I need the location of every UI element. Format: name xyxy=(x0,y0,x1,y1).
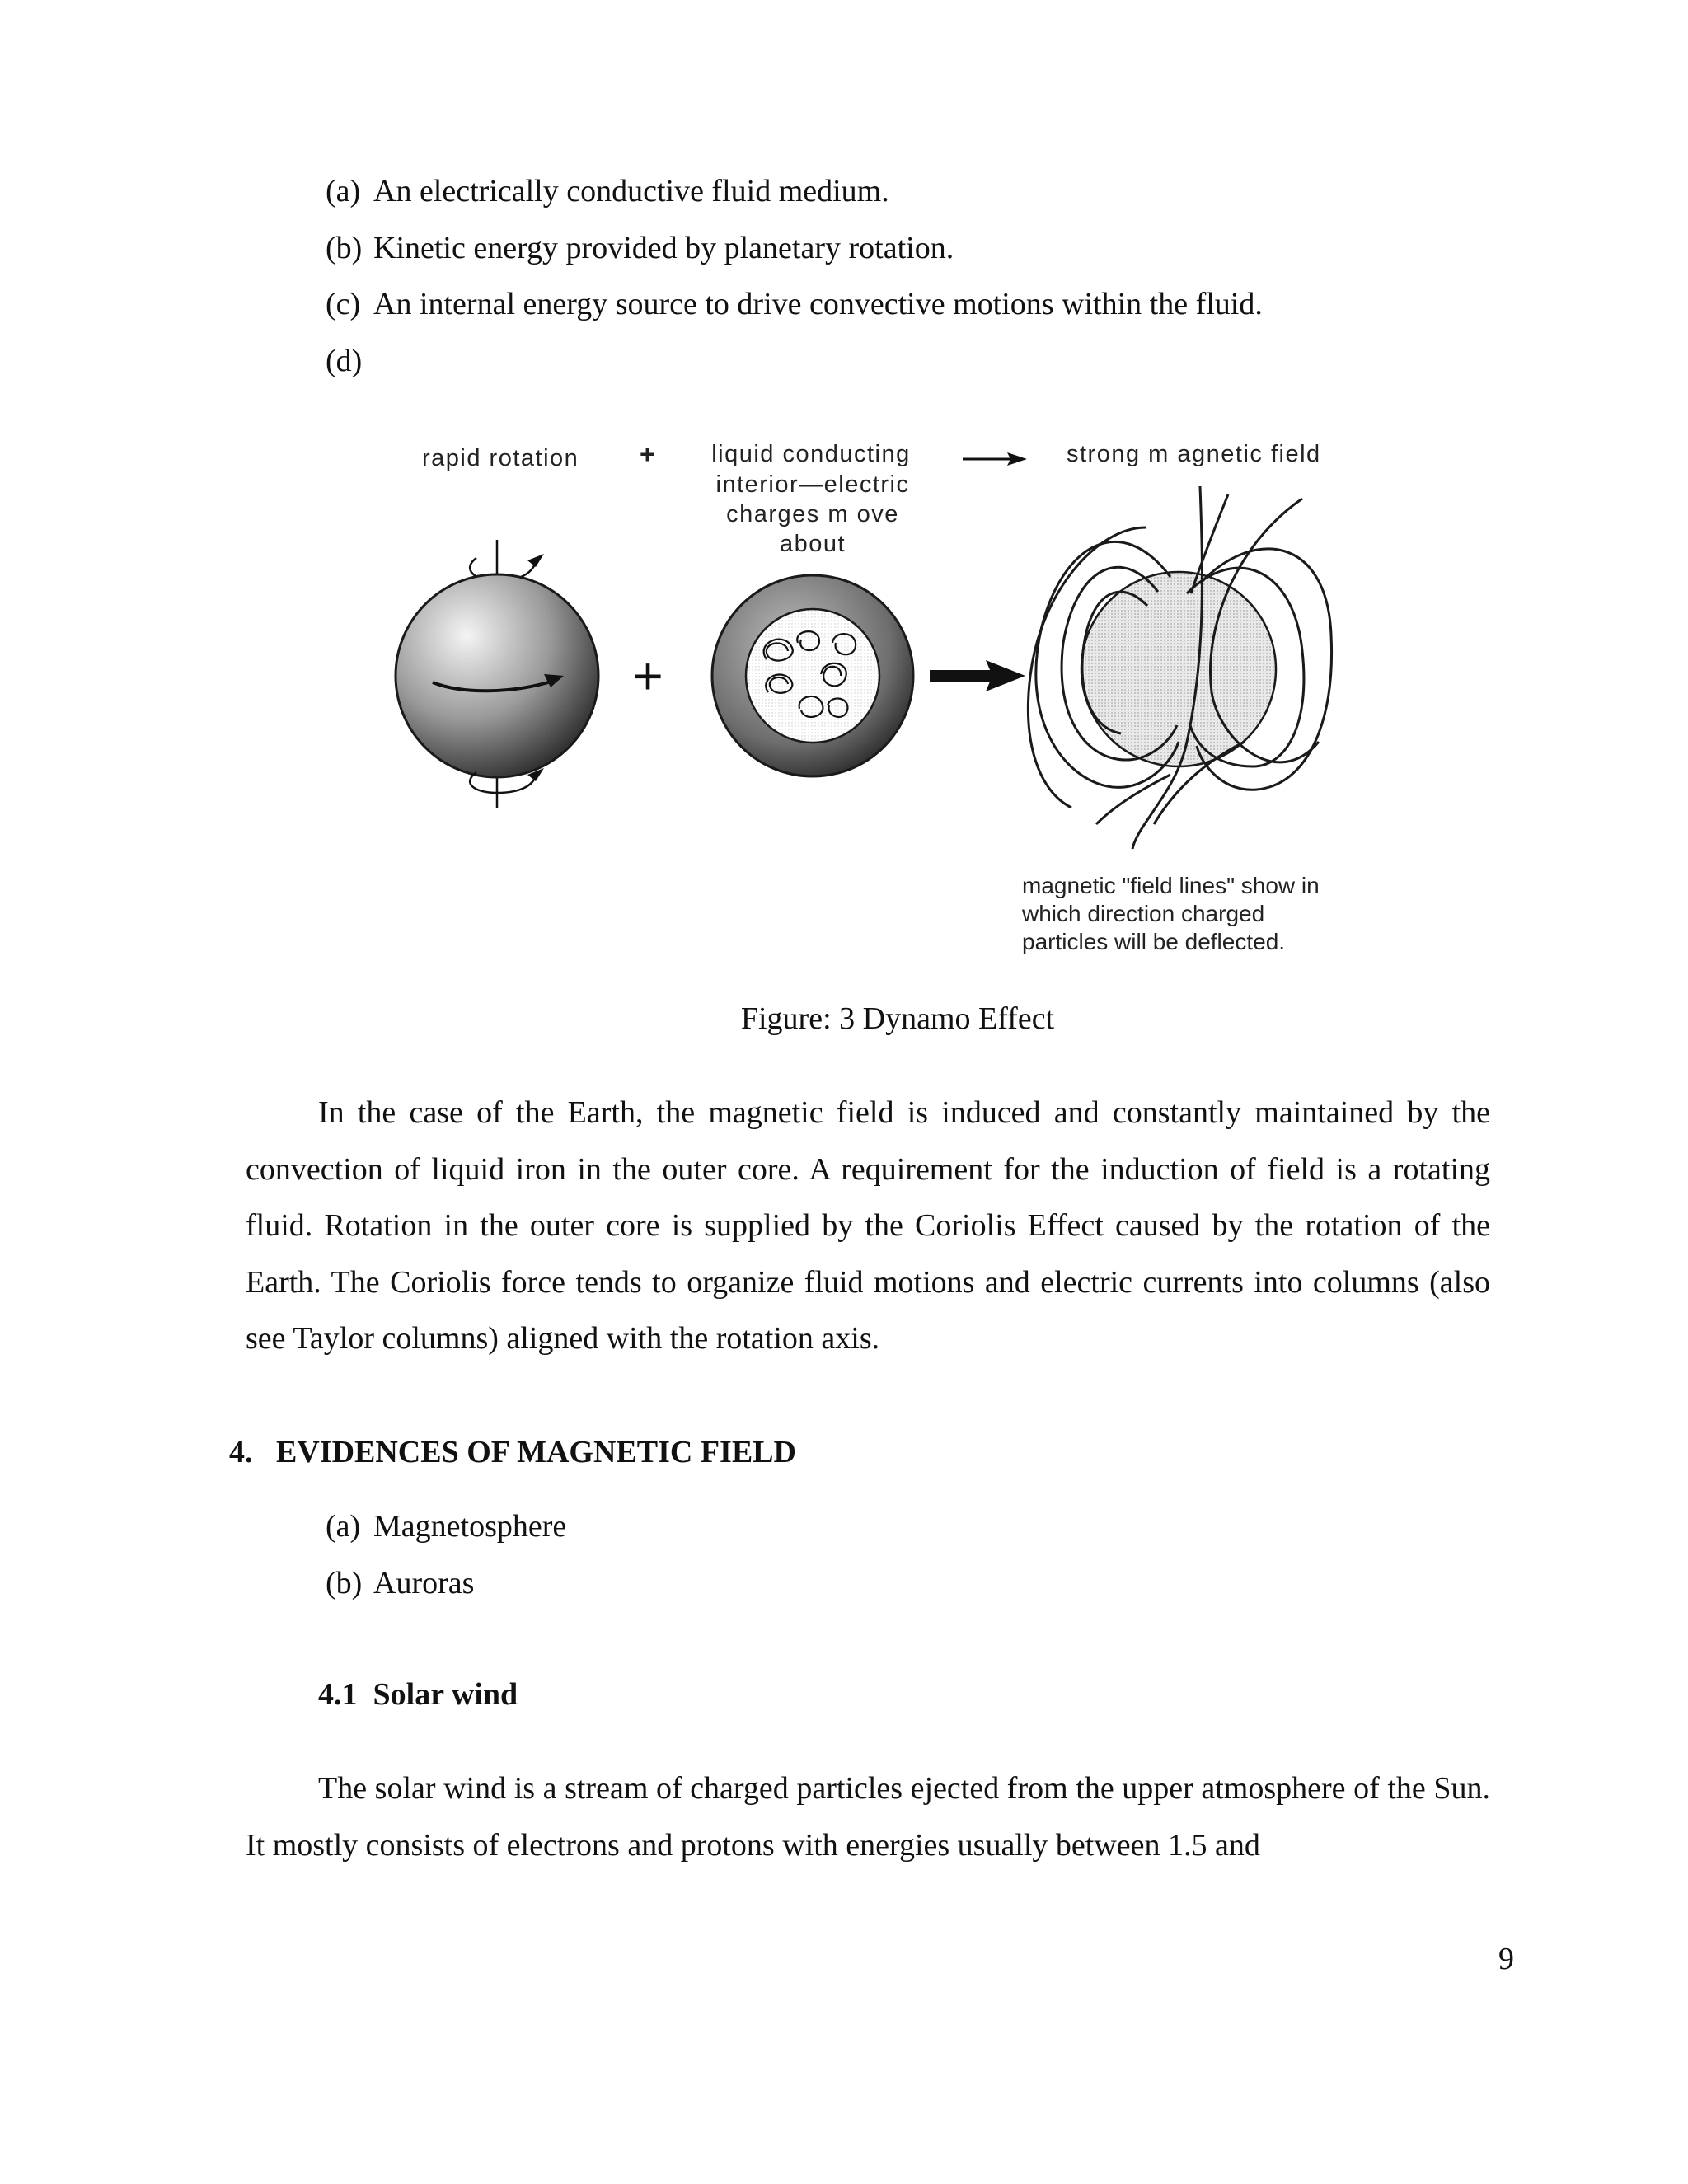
label-strong-field: strong m agnetic field xyxy=(1067,441,1321,467)
list-label: (d) xyxy=(326,344,363,378)
label-liquid-line2: interior—electric xyxy=(715,471,910,498)
label-rapid-rotation: rapid rotation xyxy=(422,445,579,471)
list-text: An internal energy source to drive convective motions within the fluid. xyxy=(373,287,1263,321)
paragraph-solar-wind: The solar wind is a stream of charged particles ejected from the upper atmosphere of the Sun. It mostly consists of electrons and protons with energies usually between 1.5 and xyxy=(246,1771,1490,1863)
list-label: (b) xyxy=(326,231,363,265)
arrow-small-icon xyxy=(963,452,1027,466)
label-liquid-line3: charges m ove xyxy=(726,501,899,527)
note-line2: which direction charged xyxy=(1022,901,1265,926)
label-plus-top: + xyxy=(640,439,657,469)
list-label: (c) xyxy=(326,287,361,321)
label-liquid-line1: liquid conducting xyxy=(711,441,911,467)
section-4-item-a xyxy=(326,1508,566,1544)
paragraph-earth: In the case of the Earth, the magnetic field is induced and constantly maintained by the convection of liquid iron in the outer core. A requirement for the induction of field is a rotating fluid. Rotation in the outer core is supplied by the Coriolis Effect caused by the rotation of the Earth. The Coriolis force tends to organize fluid motions and electric currents into columns (also see Taylor columns) aligned with the rotation axis. xyxy=(246,1095,1490,1356)
magnetic-field-icon xyxy=(1028,486,1331,849)
section-4-item-b xyxy=(326,1565,474,1601)
list-label: (b) xyxy=(326,1566,363,1601)
label-plus-middle: + xyxy=(632,646,663,705)
rotating-sphere-icon xyxy=(396,540,598,808)
page-number: 9 xyxy=(1498,1942,1514,1976)
list-label: (a) xyxy=(326,1509,361,1544)
figure-caption: Figure: 3 Dynamo Effect xyxy=(740,1001,1055,1036)
section-4-1-heading: 4.1 Solar wind xyxy=(318,1677,518,1712)
section-4-heading: 4. EVIDENCES OF MAGNETIC FIELD xyxy=(229,1435,796,1469)
arrow-large-icon xyxy=(930,660,1025,691)
label-liquid-line4: about xyxy=(779,531,846,557)
list-text: An electrically conductive fluid medium. xyxy=(373,174,889,209)
conducting-core-icon xyxy=(712,575,913,776)
note-line1: magnetic "field lines" show in xyxy=(1022,873,1320,898)
list-text: Kinetic energy provided by planetary rotation. xyxy=(373,231,954,265)
note-line3: particles will be deflected. xyxy=(1022,929,1286,954)
dynamo-diagram xyxy=(0,0,1688,989)
list-text: Auroras xyxy=(373,1566,475,1601)
list-text: Magnetosphere xyxy=(373,1509,567,1544)
list-label: (a) xyxy=(326,174,361,209)
